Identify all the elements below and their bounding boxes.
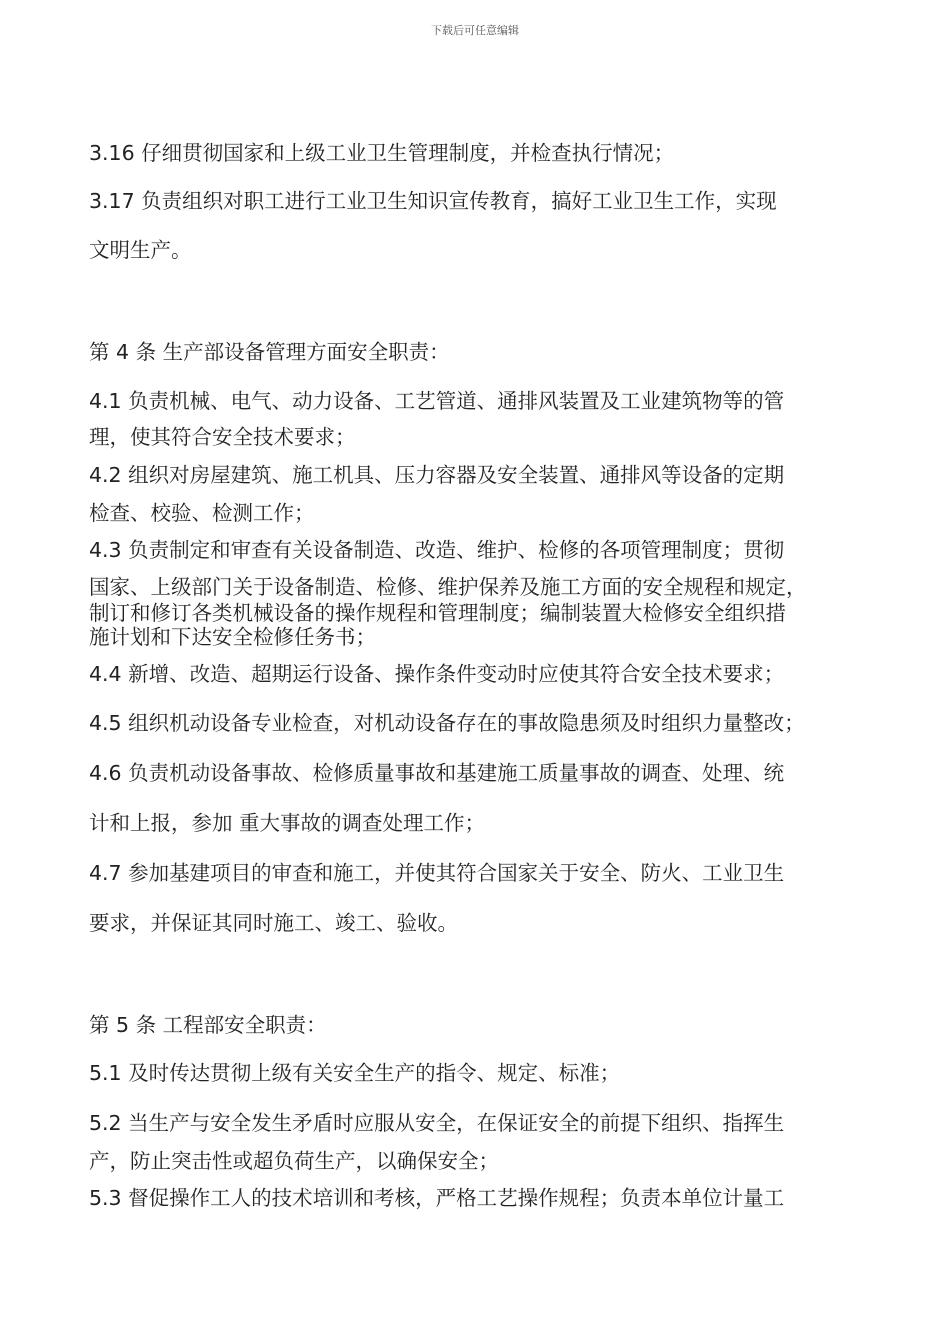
clause-3-17-line-1: 3.17 负责组织对职工进行工业卫生知识宣传教育，搞好工业卫生工作，实现 [89, 189, 777, 213]
clause-4-4: 4.4 新增、改造、超期运行设备、操作条件变动时应使其符合安全技术要求； [89, 662, 785, 686]
article-4-heading: 第 4 条 生产部设备管理方面安全职责： [89, 340, 450, 364]
clause-4-7-line-1: 4.7 参加基建项目的审查和施工，并使其符合国家关于安全、防火、工业卫生 [89, 861, 785, 885]
clause-5-2-line-2: 产，防止突击性或超负荷生产，以确保安全； [89, 1149, 499, 1173]
clause-3-17-line-2: 文明生产。 [89, 238, 192, 262]
clause-4-2-line-2: 检查、校验、检测工作； [89, 501, 315, 525]
clause-5-3-line-1: 5.3 督促操作工人的技术培训和考核，严格工艺操作规程；负责本单位计量工 [89, 1186, 785, 1210]
clause-5-2-line-1: 5.2 当生产与安全发生矛盾时应服从安全，在保证安全的前提下组织、指挥生 [89, 1111, 785, 1135]
clause-5-1: 5.1 及时传达贯彻上级有关安全生产的指令、规定、标准； [89, 1061, 621, 1085]
clause-4-6-line-2: 计和上报，参加 重大事故的调查处理工作； [89, 811, 486, 835]
clause-4-6-line-1: 4.6 负责机动设备事故、检修质量事故和基建施工质量事故的调查、处理、统 [89, 761, 785, 785]
clause-3-16: 3.16 仔细贯彻国家和上级工业卫生管理制度，并检查执行情况； [89, 141, 675, 165]
clause-4-3-line-1: 4.3 负责制定和审查有关设备制造、改造、维护、检修的各项管理制度；贯彻 [89, 538, 785, 562]
clause-4-2-line-1: 4.2 组织对房屋建筑、施工机具、压力容器及安全装置、通排风等设备的定期 [89, 463, 785, 487]
clause-4-5: 4.5 组织机动设备专业检查，对机动设备存在的事故隐患须及时组织力量整改； [89, 711, 805, 735]
clause-4-1-line-2: 理，使其符合安全技术要求； [89, 425, 356, 449]
article-5-heading: 第 5 条 工程部安全职责： [89, 1013, 327, 1037]
clause-4-7-line-2: 要求，并保证其同时施工、竣工、验收。 [89, 911, 458, 935]
page-header: 下载后可任意编辑 [431, 24, 519, 37]
clause-4-3-line-4: 施计划和下达安全检修任务书； [89, 625, 376, 649]
clause-4-3-line-3: 制订和修订各类机械设备的操作规程和管理制度；编制装置大检修安全组织措 [89, 601, 786, 625]
clause-4-3-line-2: 国家、上级部门关于设备制造、检修、维护保养及施工方面的安全规程和规定， [89, 575, 807, 599]
clause-4-1-line-1: 4.1 负责机械、电气、动力设备、工艺管道、通排风装置及工业建筑物等的管 [89, 389, 785, 413]
